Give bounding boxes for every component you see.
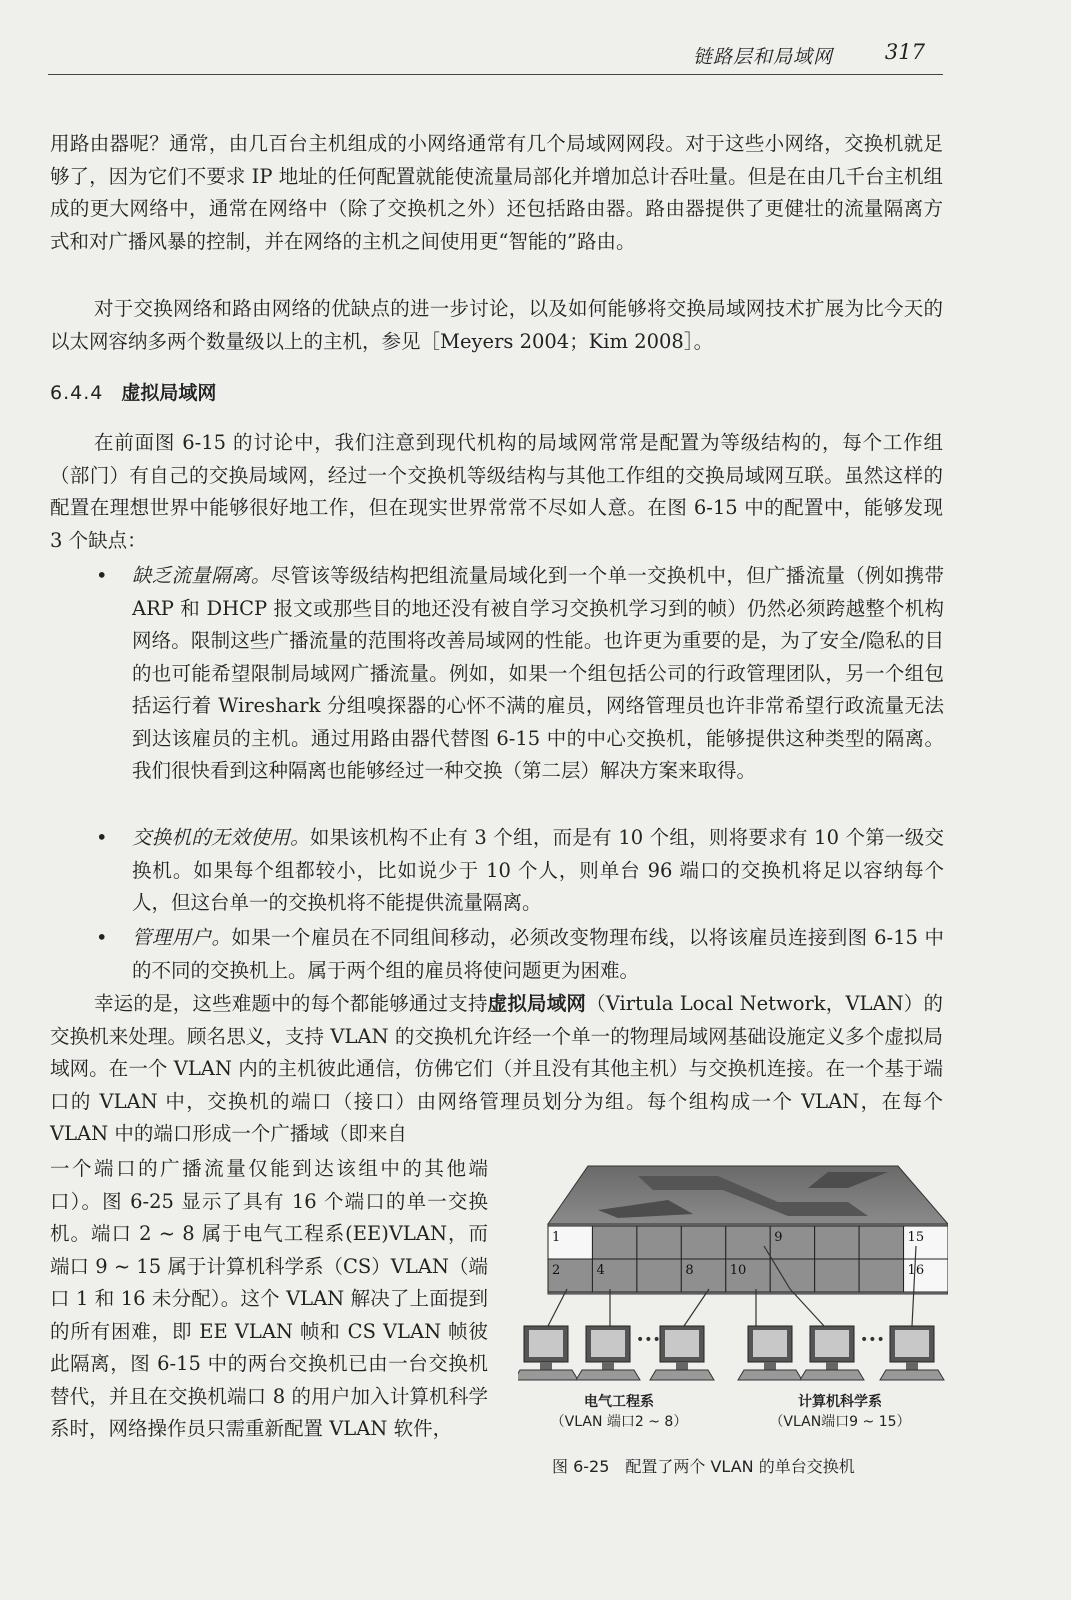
screen	[665, 1330, 699, 1357]
switch-port	[726, 1226, 770, 1259]
monitor-stand	[906, 1362, 918, 1370]
bullet-dot-icon: •	[96, 926, 108, 949]
switch-port	[681, 1226, 725, 1259]
switch-port	[637, 1259, 681, 1292]
monitor-stand	[826, 1362, 838, 1370]
figure-caption: 图 6-25 配置了两个 VLAN 的单台交换机	[552, 1457, 855, 1476]
monitor-stand	[540, 1362, 552, 1370]
bullet-term: 缺乏流量隔离。	[132, 564, 271, 587]
bullet-text: 如果该机构不止有 3 个组，而是有 10 个组，则将要求有 10 个第一级交换机。如果每个组都较小，比如说少于 10 个人，则单台 96 端口的交换机将足以容纳每个人，但这台单一的交换机将不能提供流量隔离。	[132, 826, 944, 914]
port-label: 16	[907, 1263, 925, 1278]
computer-icon	[880, 1326, 944, 1380]
port-grid	[548, 1226, 948, 1292]
bullet-term: 交换机的无效使用。	[132, 826, 310, 849]
switch-port	[770, 1259, 814, 1292]
screen	[895, 1330, 929, 1357]
keyboard-base	[576, 1370, 640, 1380]
group-name: 电气工程系	[584, 1394, 654, 1410]
switch-port	[637, 1226, 681, 1259]
port-label: 4	[596, 1263, 605, 1278]
section-title: 虚拟局域网	[121, 382, 217, 404]
paragraph-2: 对于交换网络和路由网络的优缺点的进一步讨论，以及如何能够将交换局域网技术扩展为比今天的以太网容纳多两个数量级以上的主机，参见［Meyers 2004；Kim 2008］。	[50, 297, 943, 353]
ellipsis-cs: •••	[860, 1332, 885, 1348]
text-run: 幸运的是，这些难题中的每个都能够通过支持	[94, 992, 488, 1015]
paragraph-3: 在前面图 6-15 的讨论中，我们注意到现代机构的局域网常常是配置为等级结构的，每个工作组（部门）有自己的交换局域网，经过一个交换机等级结构与其他工作组的交换局域网互联。虽然这样的配置在理想世界中能够很好地工作，但在现实世界常常不尽如人意。在图 6-15 中的配置中，能够发现 3 个缺点：	[50, 431, 943, 552]
term-vlan: 虚拟局域网	[487, 992, 587, 1015]
bullet-text: 尽管该等级结构把组流量局域化到一个单一交换机中，但广播流量（例如携带 ARP 和 DHCP 报文或那些目的地还没有被自学习交换机学习到的帧）仍然必须跨越整个机构网络。限制这些广播流量的范围将改善局域网的性能。也许更为重要的是，为了安全/隐私的目的也可能希望限制局域网广播流量。例如，如果一个组包括公司的行政管理团队，另一个组包括运行着 Wireshark 分组嗅探器的心怀不满的雇员，网络管理员也许非常希望行政流量无法到达该雇员的主机。通过用路由器代替图 6-15 中的中心交换机，能够提供这种类型的隔离。我们很快看到这种隔离也能够经过一种交换（第二层）解决方案来取得。	[132, 564, 944, 782]
paragraph-1: 用路由器呢？通常，由几百台主机组成的小网络通常有几个局域网网段。对于这些小网络，交换机就足够了，因为它们不要求 IP 地址的任何配置就能使流量局部化并增加总计吞吐量。但是在由几千台主机组成的更大网络中，通常在网络中（除了交换机之外）还包括路由器。路由器提供了更健壮的流量隔离方式和对广播风暴的控制，并在网络的主机之间使用更“智能的”路由。	[50, 132, 943, 253]
paragraph-5: 一个端口的广播流量仅能到达该组中的其他端口）。图 6-25 显示了具有 16 个端口的单一交换机。端口 2 ~ 8 属于电气工程系(EE)VLAN，而端口 9 ~ 15 属于计算机科学系（CS）VLAN（端口 1 和 16 未分配）。这个 VLAN 解决了上面提到的所有困难，即 EE VLAN 帧和 CS VLAN 帧彼此隔离，图 6-15 中的两台交换机已由一台交换机替代，并且在交换机端口 8 的用户加入计算机科学系时，网络操作员只需重新配置 VLAN 软件，	[50, 1157, 488, 1440]
port-label: 9	[774, 1230, 783, 1245]
monitor-stand	[602, 1362, 614, 1370]
port-label: 1	[552, 1230, 561, 1245]
ellipsis-ee: •••	[636, 1332, 661, 1348]
section-heading	[50, 378, 216, 405]
cable	[548, 1289, 567, 1326]
running-header	[48, 40, 943, 75]
group-ports: （VLAN 端口2 ~ 8）	[550, 1414, 688, 1430]
section-number: 6.4.4	[50, 382, 104, 404]
group-ports: （VLAN端口9 ~ 15）	[769, 1414, 911, 1430]
monitor-stand	[764, 1362, 776, 1370]
switch-port	[815, 1226, 859, 1259]
bullet-dot-icon: •	[96, 826, 108, 849]
screen	[815, 1330, 849, 1357]
bullet-item	[96, 922, 944, 987]
cable	[684, 1289, 709, 1326]
screen	[591, 1330, 625, 1357]
computer-icon	[518, 1326, 578, 1380]
keyboard-base	[650, 1370, 714, 1380]
computer-icon	[800, 1326, 864, 1380]
group-name: 计算机科学系	[798, 1394, 882, 1410]
switch-port	[592, 1226, 636, 1259]
keyboard-base	[800, 1370, 864, 1380]
keyboard-base	[518, 1370, 578, 1380]
port-label: 8	[685, 1263, 694, 1278]
page-number: 317	[884, 40, 925, 64]
computer-icon	[576, 1326, 640, 1380]
monitor-stand	[676, 1362, 688, 1370]
screen	[753, 1330, 787, 1357]
cable	[790, 1289, 824, 1326]
group-label-ee	[548, 1392, 690, 1432]
text-run: （Virtula Local Network，VLAN）的交换机来处理。顾名思义，支持 VLAN 的交换机允许经一个单一的物理局域网基础设施定义多个虚拟局域网。在一个 VLAN 内的主机彼此通信，仿佛它们（并且没有其他主机）与交换机连接。在一个基于端口的 VLAN 中，交换机的端口（接口）由网络管理员划分为组。每个组构成一个 VLAN，在每个 VLAN 中的端口形成一个广播域（即来自	[50, 992, 943, 1145]
switch-port	[859, 1226, 903, 1259]
port-label: 10	[729, 1263, 747, 1278]
bullet-dot-icon: •	[96, 564, 108, 587]
bullet-item	[96, 560, 944, 788]
bullet-item	[96, 822, 944, 920]
bullet-text: 如果一个雇员在不同组间移动，必须改变物理布线，以将该雇员连接到图 6-15 中的不同的交换机上。属于两个组的雇员将使问题更为困难。	[132, 926, 944, 982]
keyboard-base	[738, 1370, 802, 1380]
keyboard-base	[880, 1370, 944, 1380]
port-label: 2	[552, 1263, 561, 1278]
port-label: 15	[907, 1230, 925, 1245]
group-label-cs	[760, 1392, 920, 1432]
paragraph-4	[50, 988, 943, 1151]
screen	[529, 1330, 563, 1357]
bullet-term: 管理用户。	[132, 926, 232, 949]
computer-icon	[738, 1326, 802, 1380]
switch-port	[859, 1259, 903, 1292]
switch-port	[815, 1259, 859, 1292]
chapter-title: 链路层和局域网	[692, 46, 833, 68]
